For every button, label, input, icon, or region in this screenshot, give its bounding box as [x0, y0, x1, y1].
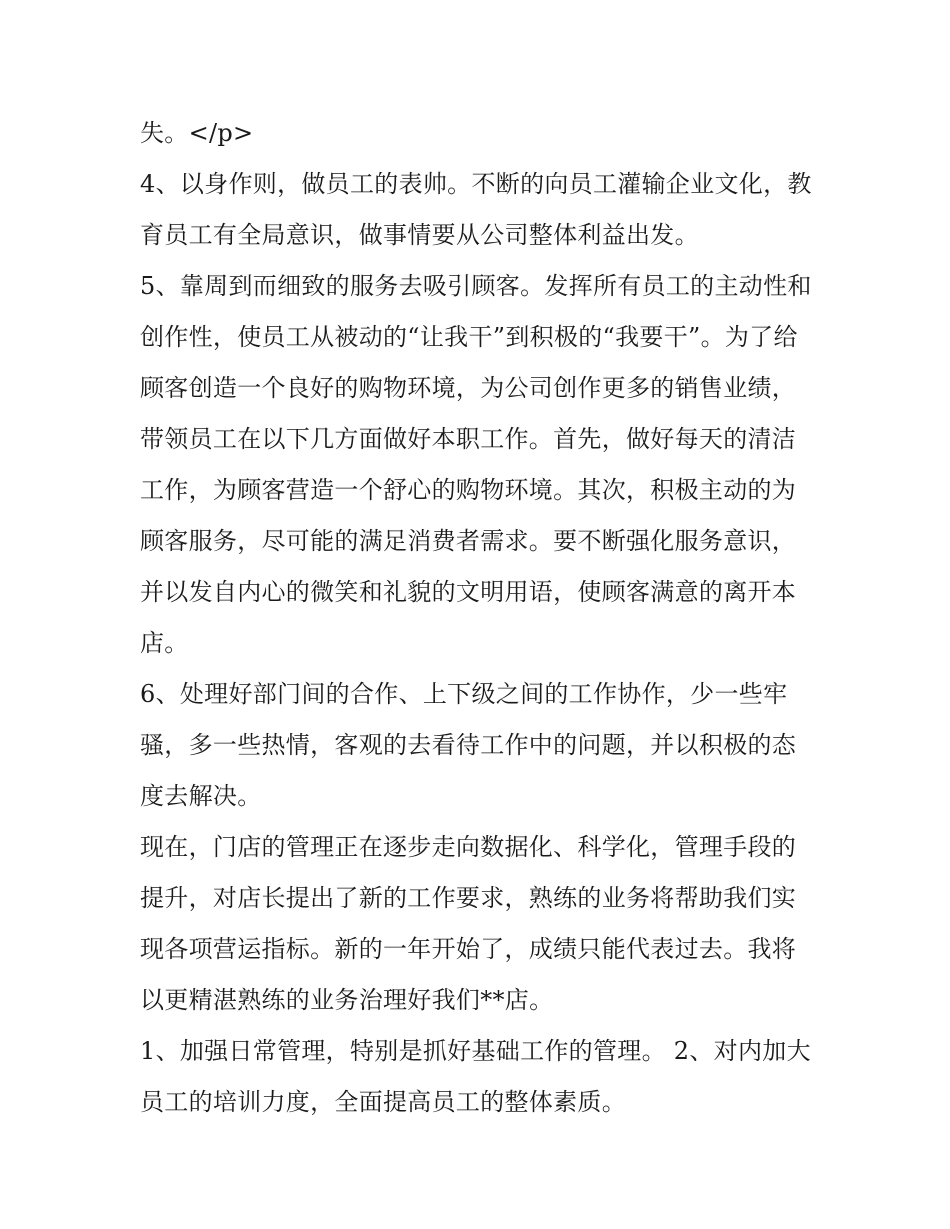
- paragraph-item-5: 5、靠周到而细致的服务去吸引顾客。发挥所有员工的主动性和创作性，使员工从被动的“让我干”到积极的“我要干”。为了给顾客创造一个良好的购物环境，为公司创作更多的销售业绩，带领员工在以下几方面做好本职工作。首先，做好每天的清洁工作，为顾客营造一个舒心的购物环境。其次，积极主动的为顾客服务，尽可能的满足消费者需求。要不断强化服务意识，并以发自内心的微笑和礼貌的文明用语，使顾客满意的离开本店。: [140, 272, 812, 657]
- paragraph-fragment-end: 失。</p>: [140, 119, 254, 147]
- paragraph-item-6: 6、处理好部门间的合作、上下级之间的工作协作，少一些牢骚，多一些热情，客观的去看待工作中的问题，并以积极的态度去解决。: [140, 680, 797, 810]
- document-body: [140, 108, 820, 1128]
- paragraph-item-4: 4、以身作则，做员工的表帅。不断的向员工灌输企业文化，教育员工有全局意识，做事情要从公司整体利益出发。: [140, 170, 812, 249]
- paragraph-plan-items: 1、加强日常管理，特别是抓好基础工作的管理。 2、对内加大员工的培训力度，全面提高员工的整体素质。: [140, 1037, 811, 1116]
- paragraph-summary: 现在，门店的管理正在逐步走向数据化、科学化，管理手段的提升，对店长提出了新的工作要求，熟练的业务将帮助我们实现各项营运指标。新的一年开始了，成绩只能代表过去。我将以更精湛熟练的业务治理好我们**店。: [140, 833, 797, 1014]
